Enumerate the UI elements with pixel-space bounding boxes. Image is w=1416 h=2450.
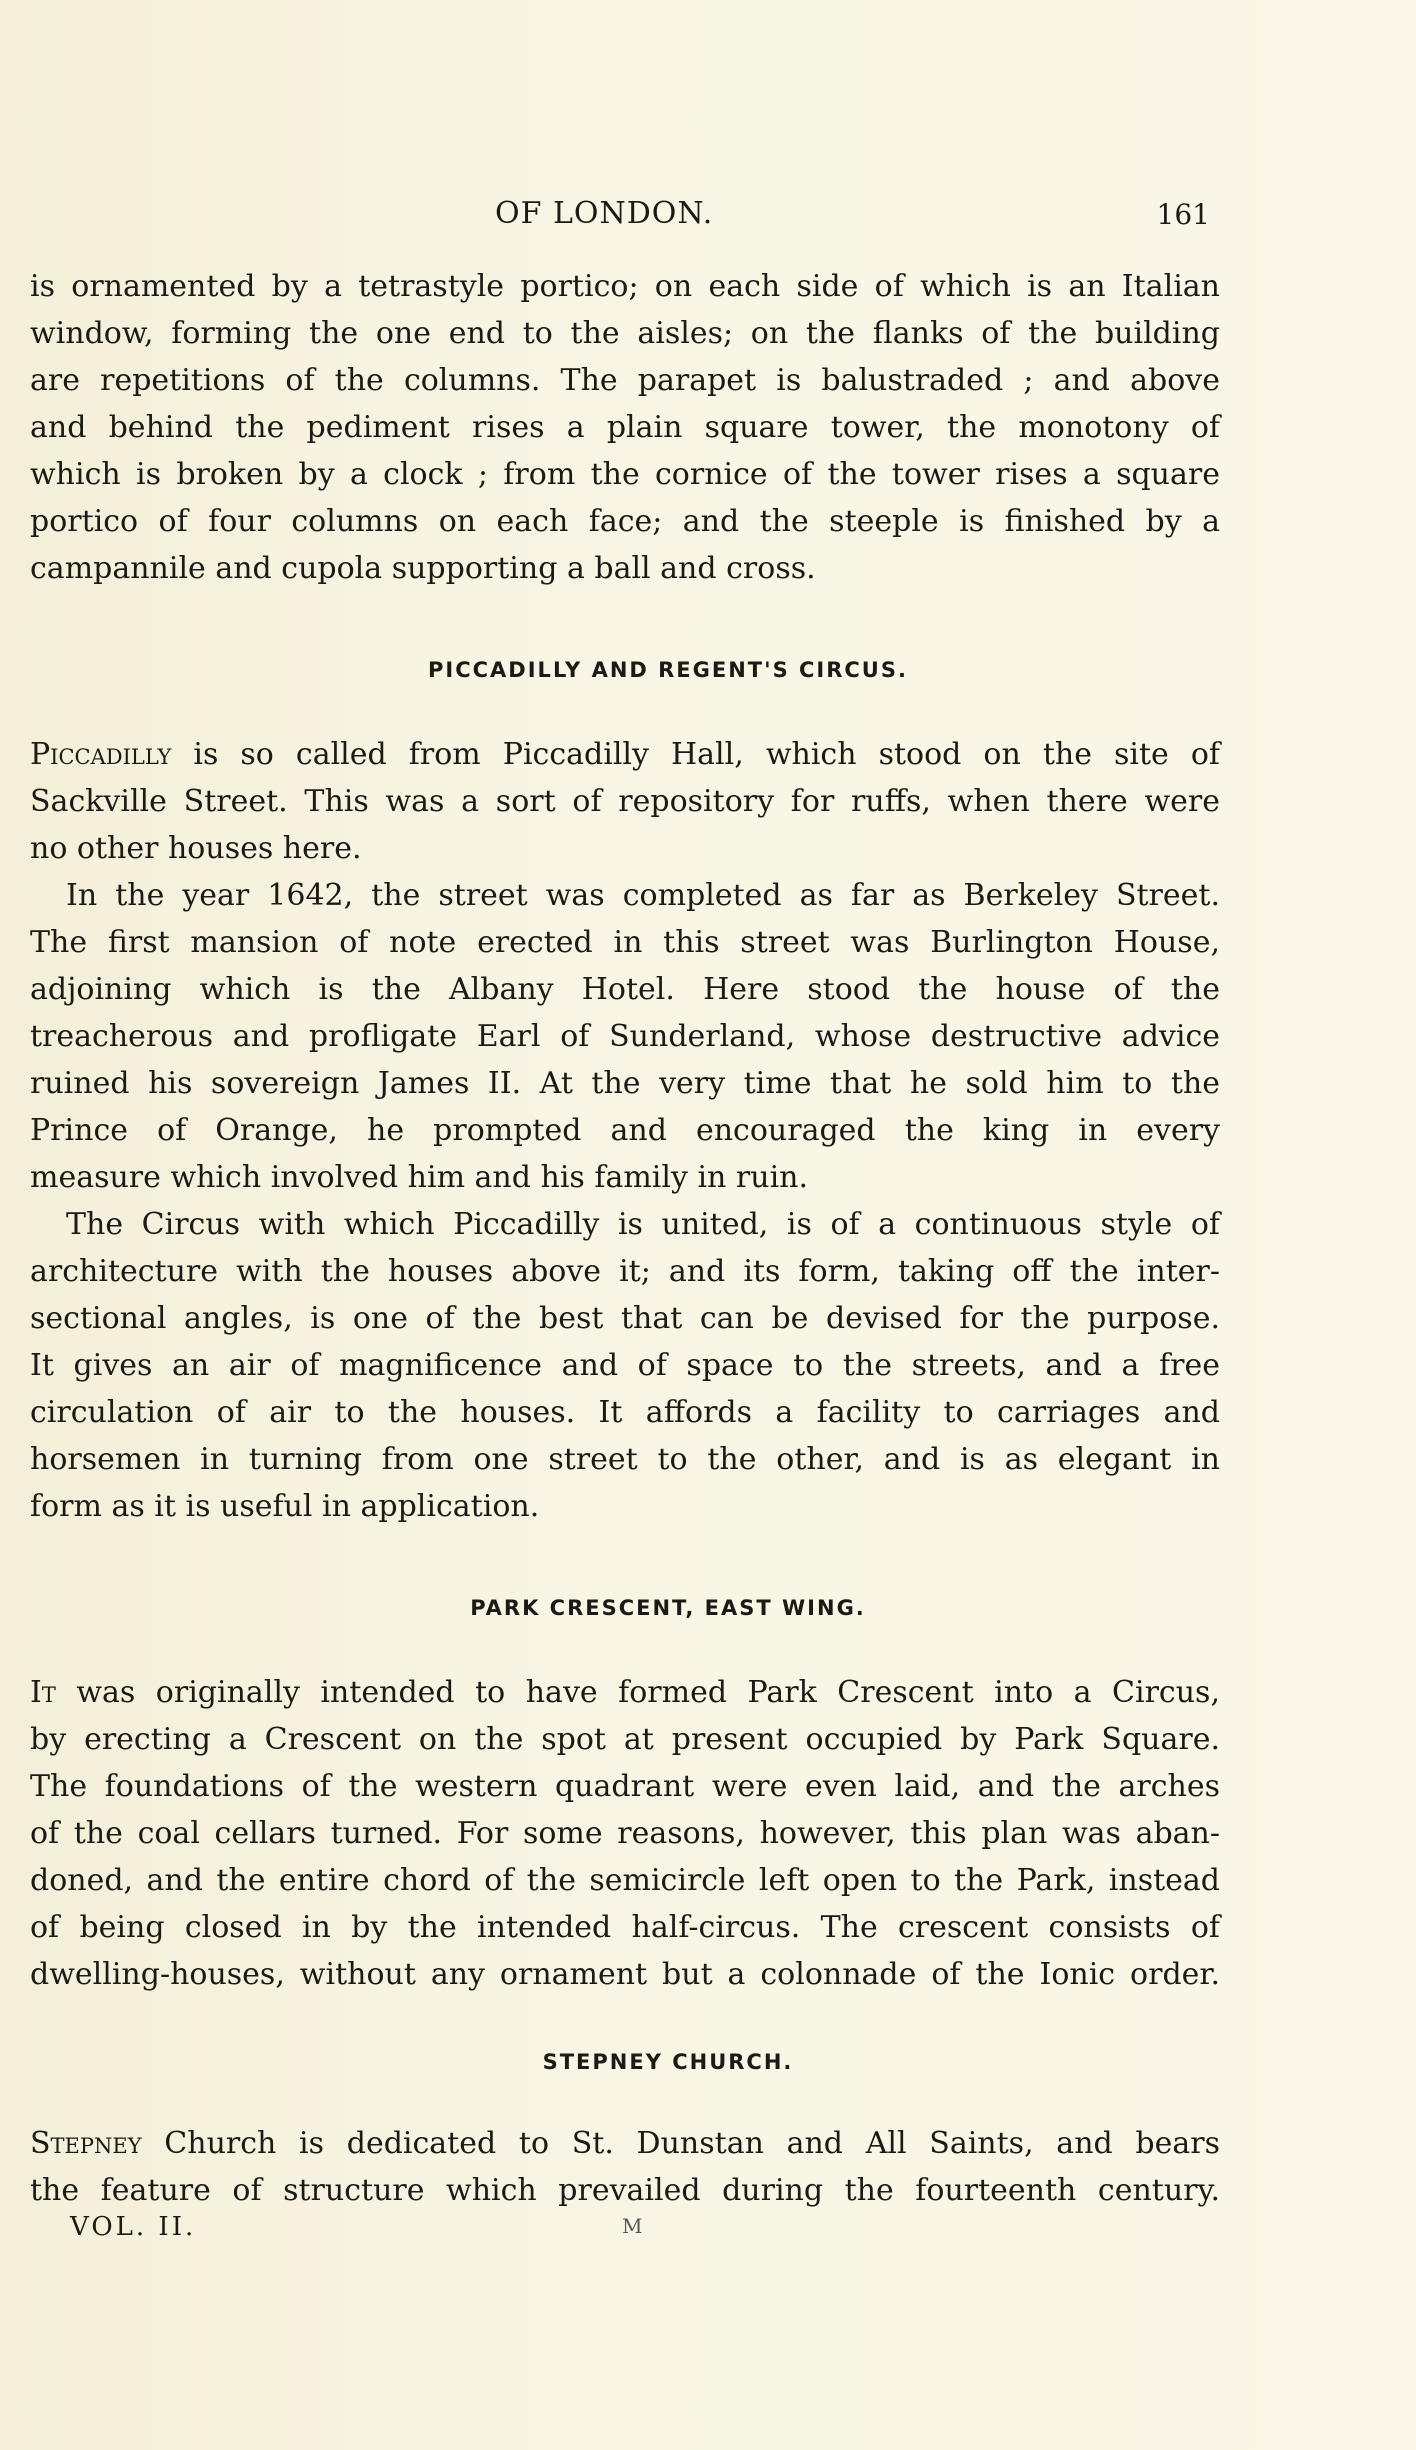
section-piccadilly-text bbox=[30, 731, 1220, 1530]
text-line: circulation of air to the houses. It affords a facility to carriages and bbox=[30, 1395, 1220, 1430]
section-park-crescent-text bbox=[30, 1669, 1220, 1998]
text-line: window, forming the one end to the aisles; on the flanks of the building bbox=[30, 316, 1220, 351]
text-line: campannile and cupola supporting a ball and cross. bbox=[30, 551, 816, 586]
text-line: treacherous and profligate Earl of Sunderland, whose destructive advice bbox=[30, 1019, 1220, 1054]
text-line: The first mansion of note erected in this street was Burlington House, bbox=[30, 925, 1220, 960]
lead-word: Piccadilly bbox=[30, 737, 172, 772]
running-head: OF LONDON. bbox=[495, 196, 714, 231]
text-line: Sackville Street. This was a sort of repository for ruffs, when there were bbox=[30, 784, 1220, 819]
text-line: doned, and the entire chord of the semicircle left open to the Park, instead bbox=[30, 1863, 1220, 1898]
intro-paragraph bbox=[30, 263, 1220, 592]
text-line: ruined his sovereign James II. At the very time that he sold him to the bbox=[30, 1066, 1220, 1101]
text-line bbox=[30, 1669, 1220, 1716]
section-heading-piccadilly: PICCADILLY AND REGENT'S CIRCUS. bbox=[428, 658, 908, 682]
text-line: no other houses here. bbox=[30, 831, 362, 866]
text-line bbox=[30, 2120, 1220, 2167]
section-heading-park-crescent: PARK CRESCENT, EAST WING. bbox=[470, 1596, 866, 1620]
page-footer bbox=[30, 2212, 1220, 2252]
signature-mark: M bbox=[622, 2214, 643, 2238]
section-stepney-church-text bbox=[30, 2120, 1220, 2214]
text-line: The Circus with which Piccadilly is united, is of a continuous style of bbox=[66, 1207, 1220, 1242]
text-line: measure which involved him and his family in ruin. bbox=[30, 1160, 809, 1195]
text-line: Prince of Orange, he prompted and encouraged the king in every bbox=[30, 1113, 1220, 1148]
text-line: The foundations of the western quadrant were even laid, and the arches bbox=[30, 1769, 1220, 1804]
lead-word: Stepney bbox=[30, 2126, 142, 2161]
text-fragment: is so called from Piccadilly Hall, which stood on the site of bbox=[171, 737, 1220, 772]
text-line: It gives an air of magnificence and of space to the streets, and a free bbox=[30, 1348, 1220, 1383]
text-line: adjoining which is the Albany Hotel. Here stood the house of the bbox=[30, 972, 1220, 1007]
text-line: form as it is useful in application. bbox=[30, 1489, 540, 1524]
section-heading-stepney-church: STEPNEY CHURCH. bbox=[542, 2050, 794, 2074]
text-line: sectional angles, is one of the best that can be devised for the purpose. bbox=[30, 1301, 1220, 1336]
text-line: horsemen in turning from one street to the other, and is as elegant in bbox=[30, 1442, 1220, 1477]
text-line: dwelling-houses, without any ornament but a colonnade of the Ionic order. bbox=[30, 1957, 1220, 1992]
text-line bbox=[30, 731, 1220, 778]
text-line: is ornamented by a tetrastyle portico; on each side of which is an Italian bbox=[30, 269, 1220, 304]
text-line: portico of four columns on each face; and the steeple is finished by a bbox=[30, 504, 1220, 539]
text-line: the feature of structure which prevailed during the fourteenth century. bbox=[30, 2173, 1220, 2208]
page-number: 161 bbox=[1156, 198, 1210, 231]
text-fragment: Church is dedicated to St. Dunstan and All Saints, and bears bbox=[141, 2126, 1220, 2161]
text-line: of being closed in by the intended half-circus. The crescent consists of bbox=[30, 1910, 1220, 1945]
lead-word: It bbox=[30, 1675, 56, 1710]
page-header bbox=[30, 196, 1210, 240]
text-line: of the coal cellars turned. For some reasons, however, this plan was aban- bbox=[30, 1816, 1220, 1851]
text-line: architecture with the houses above it; and its form, taking off the inter- bbox=[30, 1254, 1220, 1289]
text-line: by erecting a Crescent on the spot at present occupied by Park Square. bbox=[30, 1722, 1220, 1757]
text-line: are repetitions of the columns. The parapet is balustraded ; and above bbox=[30, 363, 1220, 398]
volume-signature: VOL. II. bbox=[70, 2212, 197, 2242]
text-fragment: was originally intended to have formed Park Crescent into a Circus, bbox=[55, 1675, 1220, 1710]
text-line: and behind the pediment rises a plain square tower, the monotony of bbox=[30, 410, 1220, 445]
text-line: which is broken by a clock ; from the cornice of the tower rises a square bbox=[30, 457, 1220, 492]
text-line: In the year 1642, the street was completed as far as Berkeley Street. bbox=[66, 878, 1220, 913]
